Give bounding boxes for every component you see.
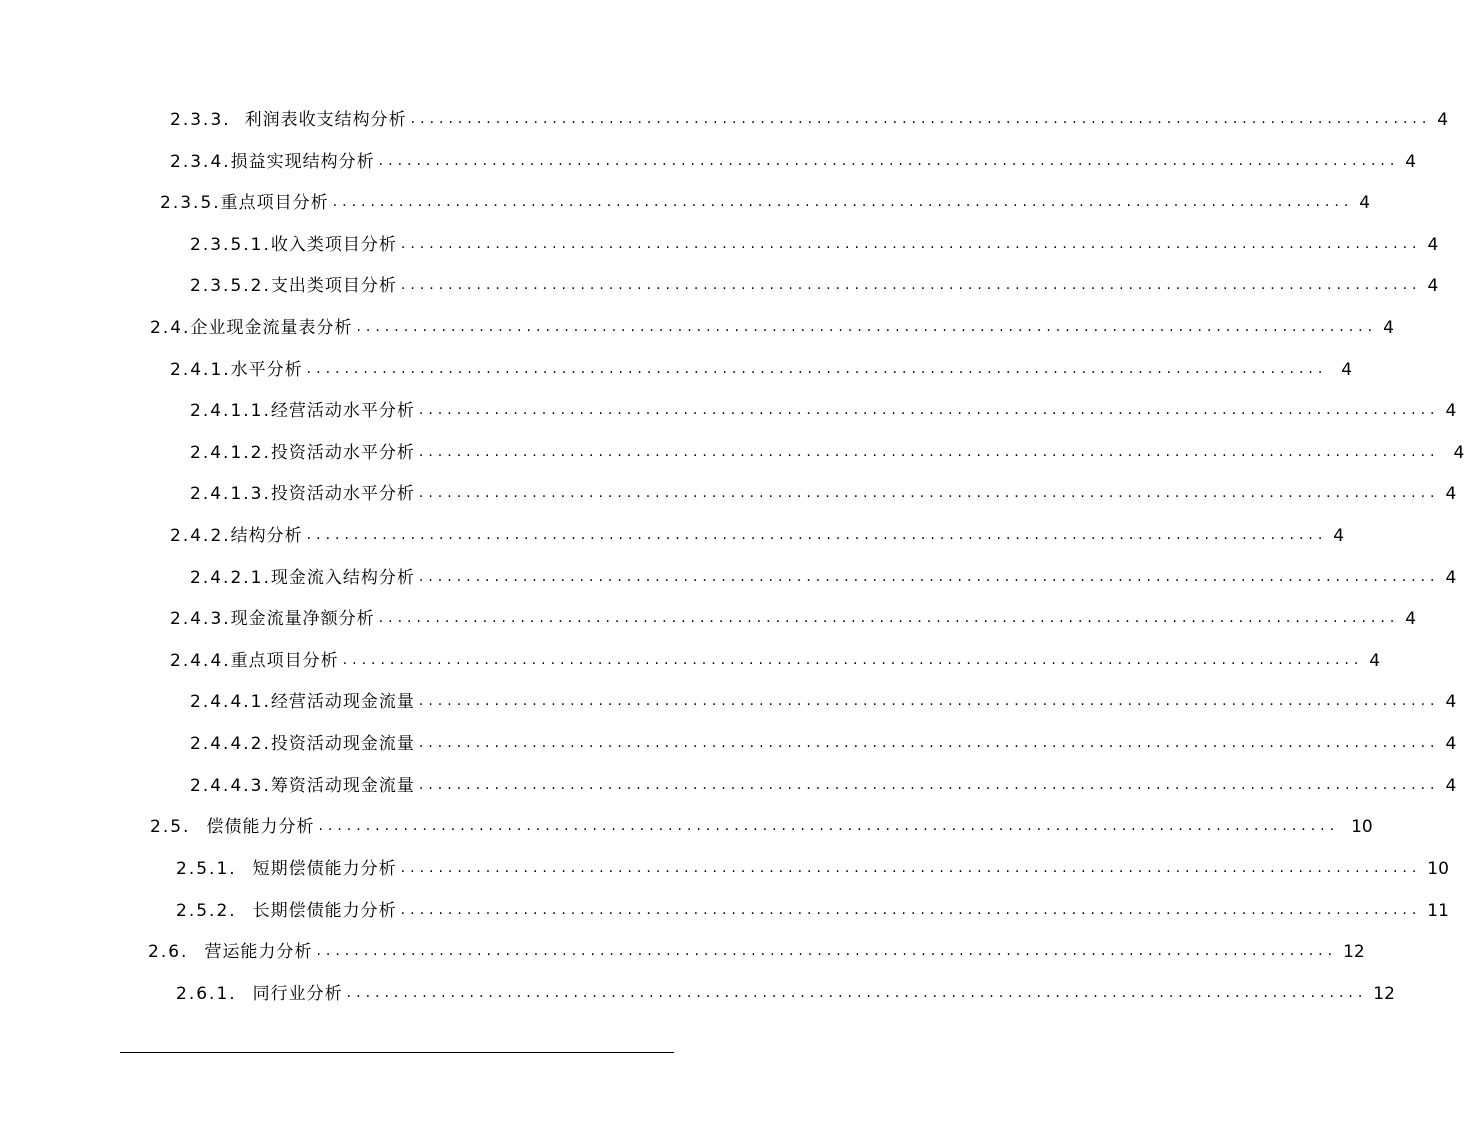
toc-entry-2-4-1-3[interactable]	[190, 480, 1457, 504]
toc-page-number: 4	[1369, 651, 1381, 671]
toc-number: 2.4.4.1.	[190, 692, 271, 712]
toc-entry-2-4-4-3[interactable]	[190, 772, 1457, 796]
toc-leader: ............................................................................................................	[378, 610, 1400, 626]
toc-number: 2.3.5.2.	[190, 276, 271, 296]
toc-title: 投资活动现金流量	[270, 734, 415, 754]
toc-number: 2.4.4.3.	[190, 776, 271, 796]
toc-title: 企业现金流量表分析	[190, 318, 353, 338]
toc-title: 筹资活动现金流量	[270, 776, 415, 796]
toc-entry-2-4-1[interactable]	[170, 356, 1353, 380]
toc-number: 2.4.4.2.	[190, 734, 271, 754]
toc-title: 收入类项目分析	[270, 235, 397, 255]
toc-leader: ............................................................................................................	[316, 943, 1338, 959]
toc-number: 2.4.2.1.	[190, 568, 271, 588]
toc-number: 2.4.1.3.	[190, 484, 271, 504]
toc-entry-2-3-5-2[interactable]	[190, 272, 1439, 296]
toc-page-number: 4	[1453, 443, 1464, 463]
toc-page-number: 4	[1333, 526, 1345, 546]
toc-leader: ............................................................................................................	[378, 153, 1400, 169]
toc-title: 结构分析	[230, 526, 303, 546]
toc-title: 短期偿债能力分析	[252, 859, 397, 879]
toc-title: 偿债能力分析	[206, 817, 315, 837]
toc-title: 支出类项目分析	[270, 276, 397, 296]
toc-leader: ............................................................................................................	[400, 902, 1422, 918]
toc-entry-2-4-4-2[interactable]	[190, 730, 1457, 754]
toc-page-number: 4	[1359, 193, 1371, 213]
toc-number: 2.4.3.	[170, 609, 231, 629]
toc-number: 2.5.1.	[176, 859, 237, 879]
toc-number: 2.4.1.1.	[190, 401, 271, 421]
toc-page-number: 12	[1373, 984, 1395, 1004]
toc-title: 现金流量净额分析	[230, 609, 375, 629]
toc-page-number: 4	[1445, 692, 1457, 712]
toc-leader: ............................................................................................................	[418, 444, 1440, 460]
toc-number: 2.3.5.	[160, 193, 221, 213]
toc-title: 利润表收支结构分析	[244, 110, 407, 130]
toc-number: 2.3.3.	[170, 110, 231, 130]
toc-entry-2-4-2-1[interactable]	[190, 564, 1457, 588]
toc-entry-2-3-3[interactable]	[170, 106, 1449, 130]
footer-divider-line	[120, 1052, 674, 1053]
toc-entry-2-4-3[interactable]	[170, 605, 1417, 629]
toc-entry-2-4-2[interactable]	[170, 522, 1345, 546]
toc-title: 投资活动水平分析	[270, 443, 415, 463]
toc-leader: ............................................................................................................	[418, 735, 1440, 751]
toc-page-number: 4	[1445, 776, 1457, 796]
toc-page-number: 11	[1427, 901, 1449, 921]
toc-number: 2.5.2.	[176, 901, 237, 921]
toc-number: 2.4.	[150, 318, 191, 338]
toc-page-number: 4	[1437, 110, 1449, 130]
toc-leader: ............................................................................................................	[318, 818, 1340, 834]
toc-page-number: 4	[1427, 276, 1439, 296]
toc-page-number: 4	[1445, 401, 1457, 421]
toc-page-number: 4	[1405, 152, 1417, 172]
toc-leader: ............................................................................................................	[400, 860, 1422, 876]
toc-leader: ............................................................................................................	[306, 361, 1328, 377]
toc-page-number: 4	[1405, 609, 1417, 629]
toc-number: 2.4.4.	[170, 651, 231, 671]
toc-entry-2-5[interactable]	[150, 813, 1373, 837]
toc-entry-2-5-1[interactable]	[176, 855, 1449, 879]
toc-page-number: 4	[1445, 484, 1457, 504]
toc-entry-2-5-2[interactable]	[176, 897, 1449, 921]
toc-entry-2-4-4[interactable]	[170, 647, 1381, 671]
toc-title: 同行业分析	[252, 984, 343, 1004]
toc-page-number: 4	[1445, 568, 1457, 588]
toc-page-number: 10	[1351, 817, 1373, 837]
toc-leader: ............................................................................................................	[346, 985, 1368, 1001]
toc-leader: ............................................................................................................	[356, 319, 1378, 335]
toc-leader: ............................................................................................................	[400, 236, 1422, 252]
toc-page-number: 4	[1341, 360, 1353, 380]
toc-title: 投资活动水平分析	[270, 484, 415, 504]
toc-title: 重点项目分析	[220, 193, 329, 213]
toc-leader: ............................................................................................................	[332, 194, 1354, 210]
toc-title: 现金流入结构分析	[270, 568, 415, 588]
toc-entry-2-3-5[interactable]	[160, 189, 1371, 213]
toc-entry-2-3-5-1[interactable]	[190, 231, 1439, 255]
toc-page-number: 12	[1343, 942, 1365, 962]
toc-entry-2-3-4[interactable]	[170, 148, 1417, 172]
toc-number: 2.3.5.1.	[190, 235, 271, 255]
toc-title: 损益实现结构分析	[230, 152, 375, 172]
toc-leader: ............................................................................................................	[342, 652, 1364, 668]
toc-title: 经营活动水平分析	[270, 401, 415, 421]
toc-page-number: 4	[1427, 235, 1439, 255]
toc-number: 2.4.2.	[170, 526, 231, 546]
toc-entry-2-4-1-2[interactable]	[190, 439, 1464, 463]
toc-number: 2.6.1.	[176, 984, 237, 1004]
toc-number: 2.5.	[150, 817, 191, 837]
toc-title: 营运能力分析	[204, 942, 313, 962]
toc-page-number: 4	[1445, 734, 1457, 754]
toc-leader: ............................................................................................................	[418, 402, 1440, 418]
toc-page-number: 10	[1427, 859, 1449, 879]
toc-entry-2-4[interactable]	[150, 314, 1394, 338]
toc-leader: ............................................................................................................	[306, 527, 1328, 543]
toc-title: 经营活动现金流量	[270, 692, 415, 712]
toc-entry-2-6[interactable]	[148, 938, 1365, 962]
toc-entry-2-4-1-1[interactable]	[190, 397, 1457, 421]
toc-number: 2.4.1.2.	[190, 443, 271, 463]
toc-leader: ............................................................................................................	[418, 569, 1440, 585]
toc-number: 2.3.4.	[170, 152, 231, 172]
toc-page-number: 4	[1383, 318, 1394, 338]
toc-leader: ............................................................................................................	[418, 485, 1440, 501]
toc-leader: ............................................................................................................	[410, 111, 1432, 127]
toc-leader: ............................................................................................................	[418, 693, 1440, 709]
toc-title: 重点项目分析	[230, 651, 339, 671]
toc-leader: ............................................................................................................	[418, 777, 1440, 793]
toc-entry-2-6-1[interactable]	[176, 980, 1395, 1004]
toc-number: 2.4.1.	[170, 360, 231, 380]
toc-title: 长期偿债能力分析	[252, 901, 397, 921]
toc-leader: ............................................................................................................	[400, 277, 1422, 293]
toc-entry-2-4-4-1[interactable]	[190, 688, 1457, 712]
toc-title: 水平分析	[230, 360, 303, 380]
toc-number: 2.6.	[148, 942, 189, 962]
